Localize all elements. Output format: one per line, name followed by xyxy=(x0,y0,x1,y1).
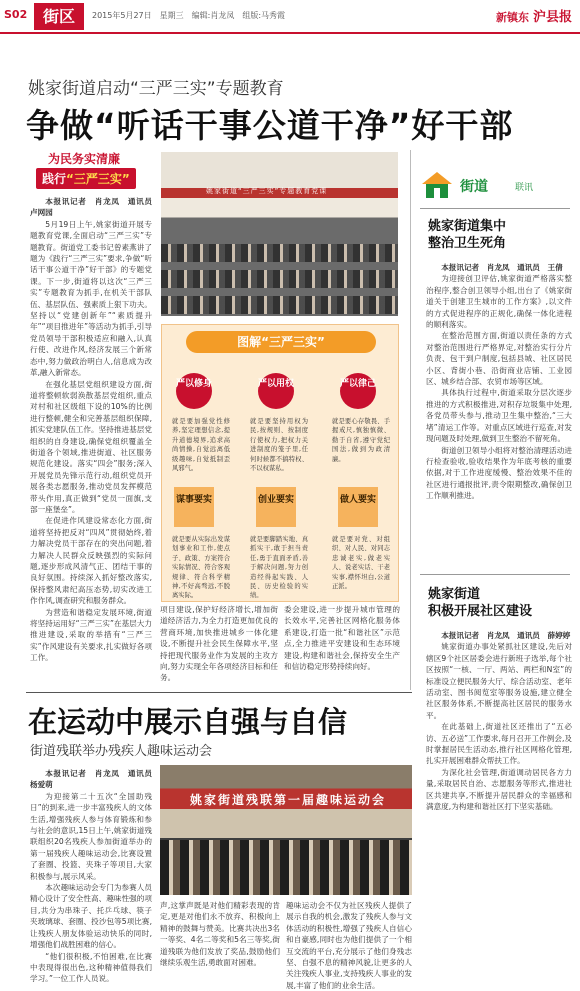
divider xyxy=(26,692,412,693)
lead-para-4: 为营造和谐稳定发展环境,街道将坚持运用好“三严三实”在基层大力推进建设,采取的举措有“三严三实”作风建设有关要求,扎实做好各项工作。 xyxy=(30,607,152,663)
infographic-title: 图解“三严三实” xyxy=(186,331,376,353)
right-story1-byline: 本报讯记者 肖龙凤 通讯员 王倩 xyxy=(441,263,563,272)
story2-photo xyxy=(160,765,412,895)
item-box: 创业要实 xyxy=(256,487,296,527)
infographic xyxy=(161,324,399,602)
story2-body-col2 xyxy=(160,900,280,978)
item-desc: 就是要脚踏实地、真抓实干,敢于担当责任,勇于直面矛盾,善于解决问题,努力创造经得起实践、人民、历史检验的实绩。 xyxy=(250,536,308,600)
banner-line-1: 为民务实清廉 xyxy=(48,152,121,166)
story2-para: 本次趣味运动会专门为参赛人员精心设计了安全性高、趣味性强的项目,共分为串珠子、托乒乓球、筷子夹玻璃球、套圈、投沙包等5项比赛,让残疾人朋友体验运动快乐的同时,增强他们战胜困难的信心。 xyxy=(30,883,152,950)
street-news-brand xyxy=(420,166,570,204)
right-story1-para: 为迎接创卫评估,姚家街道严格落实整治程序,整合创卫领导小组,出台了《姚家街道关于创建卫生城市的工作方案》,以文件的方式促进程序的正规化,确保一体化进程的顺利落实。 xyxy=(426,274,572,330)
lead-body-col1 xyxy=(30,196,160,696)
right-story2-para: 在此基础上,街道社区还推出了“五必访、五必送”工作要求,每月召开工作例会,及时掌握居民生活动态,推行社区网格化管理,扎实开展困难群众帮扶工作。 xyxy=(426,722,572,766)
item-desc: 就是要对党、对组织、对人民、对同志忠诚老实,做老实人、说老实话、干老实事,襟怀坦白,公道正派。 xyxy=(332,536,390,591)
story2-photo-banner: 姚家街道残联第一届趣味运动会 xyxy=(190,793,387,807)
lead-para-1: 5月19日上午,姚家街道开展专题教育党课,全面启动“三严三实”专题教育。街道党工委书记曾素燕讲了题为《践行“三严三实”要求,争做“听话干事公道干净”好干部》的专题党课。下一步,街道将以这次“三严三实”专题教育为抓手,在机关干部队伍、基层队伍、强素质上狠下功夫。坚持以“党建创新年”“素质提升年”“项目推进年”等活动为抓手,引导党员领导干部积极适应和融入,认真行使、改进作风,经济发展三个新常态中,努力做政治明白人,信息成为改革,融入新常态。 xyxy=(30,219,152,378)
divider xyxy=(420,208,570,209)
story2-para: “他们很积极,不怕困难,在比赛中表现得很出色,这种精神值得我们学习。”一位工作人员说。 xyxy=(30,951,152,984)
item-desc: 就是要心存敬畏、手握戒尺,慎独慎微、勤于自省,遵守党纪国法,做到为政清廉。 xyxy=(332,418,390,463)
right-story1-para: 街道创卫领导小组将对整治清理活动进行检查验收,验收结果作为年底考核的重要依据,对于工作进度缓慢、整治效果不佳的社区进行通报批评,责令限期整改,确保创卫工作顺利推进。 xyxy=(426,445,572,501)
brand-title: 街道 xyxy=(460,179,488,195)
right-story2-byline: 本报讯记者 肖龙凤 通讯员 薛婷婷 xyxy=(441,631,571,640)
page-header xyxy=(0,0,580,34)
lead-body-col3 xyxy=(284,604,400,686)
house-icon xyxy=(420,170,454,200)
right-story2-headline: 姚家街道 积极开展社区建设 xyxy=(428,587,533,619)
lead-photo-banner: 姚家街道“三严三实”专题教育党课 xyxy=(206,187,328,195)
story2-para: 趣味运动会不仅为社区残疾人提供了展示自我的机会,激发了残疾人参与文体活动的积极性,增强了残疾人自信心和自豪感,同时也为他们提供了一个相互交流的平台,充分展示了他们身残志坚、自强不息的精神风貌,让更多的人关注残疾人事业,支持残疾人事业的发展,丰富了他们的业余生活。 xyxy=(286,901,412,990)
lead-para-5: 项目建设,保护好经济增长,增加街道经济活力,为全力打造更加优良的营商环境,加快推进城乡一体化建设,不断提升社会民生保障水平,坚持把现代服务业作为发展的主攻方向,努力实现全年各项经济目标和任务。 xyxy=(160,605,278,683)
issue-meta: 2015年5月27日 星期三 编辑:肖龙凤 组版:马秀霞 xyxy=(92,11,286,20)
lead-para-2: 在强化基层党组织建设方面,街道将整顿软弱涣散基层党组织,重点对村和社区级组下设的10%的比例进行整顿,健全和完善基层组织保障,抓实党建队伍工作。坚持推进基层党组织的自身建设,确保党组织覆盖全街道各个领域,推进街道、社区服务规范化建设。落实“四会”服务;深入开展党员先锋示范行动,组织党员开展各类志愿服务,推动党员发挥模范带头作用,真正做到“党员一面旗,支部一座堡垒”。 xyxy=(30,379,152,514)
brand-subtitle: 联讯 xyxy=(515,183,534,193)
lead-banner xyxy=(36,150,148,190)
story2-byline: 本报讯记者 肖龙凤 通讯员 杨爱萌 xyxy=(30,769,160,790)
right-story2-para: 姚家街道办事处紧抓社区建设,先后对辖区9个社区居委会进行新班子选举,每个社区按照“一核、一厅、两站、两栏和N室”的标准设立便民服务大厅、综合活动室、老年活动室、图书阅览室等服务设施,建立健全社区服务体系,不断提高社区居民的服务水平。 xyxy=(426,642,572,720)
right-story2-body xyxy=(426,630,572,975)
audience-row xyxy=(161,296,398,314)
lead-para-3: 在促进作风建设常态化方面,街道将坚持把反对“四风”贯彻始终,着力解决党员干部存在的突出问题,着力解决人民群众反映强烈的实际问题,逐步形成风清气正、团结干事的良好氛围。持续深入抓好整改落实,保持整风肃纪高压态势,切实改进工作作风,调查研究和服务群众。 xyxy=(30,516,152,606)
audience-row xyxy=(161,244,398,262)
story2-subhead: 街道残联举办残疾人趣味运动会 xyxy=(30,744,213,759)
lead-kicker: 姚家街道启动“三严三实”专题教育 xyxy=(28,79,284,99)
lead-photo xyxy=(161,152,398,316)
story2-para: 声,这掌声既是对他们精彩表现的肯定,更是对他们永不放弃、积极向上精神的鼓舞与赞美。比赛共决出3名一等奖、4名二等奖和5名三等奖,街道残联为他们发放了奖品,鼓励他们继续乐观生活,勇敢面对困难。 xyxy=(160,901,280,968)
item-circle: 严以修身 xyxy=(176,373,212,409)
lead-byline: 本报讯记者 肖龙凤 通讯员 卢网园 xyxy=(30,197,160,218)
audience-row xyxy=(161,270,398,288)
story2-headline: 在运动中展示自强与自信 xyxy=(28,705,348,739)
right-story1-body xyxy=(426,262,572,562)
story2-body-col3 xyxy=(286,900,412,990)
item-circle: 严以律己 xyxy=(340,373,376,409)
right-story2-para: 为深化社会管理,街道调动居民各方力量,采取居民自治、志愿服务等形式,推进社区共建共享,不断提升居民群众的幸福感和满意度,为构建和谐社区打下坚实基础。 xyxy=(426,767,572,812)
item-desc: 就是要从实际出发谋划事业和工作,使点子、政策、方案符合实际情况、符合客观规律、符合科学精神,不好高骛远,不脱离实际。 xyxy=(172,536,230,600)
crowd xyxy=(160,840,412,895)
right-story1-para: 在整治范围方面,街道以责任条的方式对整治范围进行严格界定,对整治实行分片负责、包干到户制度,包括县城、社区居民小区、背街小巷、沿街商业店铺、工业园区、城乡结合部、农贸市场等区域。 xyxy=(426,331,572,387)
banner-line-2: 践行“三严三实” xyxy=(36,168,136,189)
section-label: 街区 xyxy=(34,3,84,30)
item-box: 做人要实 xyxy=(338,487,378,527)
story2-para: 为迎接第二十五次“全国助残日”的到来,进一步丰富残疾人的文体生活,增强残疾人参与体育锻炼和参与社会的意识,15日上午,姚家街道残联组织20名残疾人参加街道举办的第一届残疾人趣味运动会,比赛设置了套圈、投篮、夹珠子等项目,大家积极参与,展示风采。 xyxy=(30,791,152,881)
item-desc: 就是要坚持用权为民,按规则、按制度行使权力,把权力关进制度的笼子里,任何时候都不搞特权、不以权谋私。 xyxy=(250,418,308,473)
right-story1-headline: 姚家街道集中 整治卫生死角 xyxy=(428,219,507,251)
item-circle: 严以用权 xyxy=(258,373,294,409)
lead-para-6: 委会建设,进一步提升城市管理的长效水平,完善社区网格化服务体系建设,打造一批“和谐社区”示范点,全力推进平安建设和生态环境建设,构建和谐社会,保持安全生产和信访稳定形势持续向好。 xyxy=(284,605,400,672)
item-box: 谋事要实 xyxy=(174,487,214,527)
column-divider xyxy=(410,150,411,690)
lead-headline: 争做“听话干事公道干净”好干部 xyxy=(26,106,514,145)
divider xyxy=(420,574,570,575)
right-story1-para: 具体执行过程中,街道采取分层次逐步推进的方式积极推进,对积存垃圾集中处理,各党员带头参与,推动卫生集中整治,“三大堵”清运工作等。对重点区域进行巡查,对发现问题及时处理,做到卫生整治不留死角。 xyxy=(426,388,572,444)
page-number: S02 xyxy=(4,8,28,21)
lead-body-col2 xyxy=(160,604,278,686)
story2-body-col1 xyxy=(30,768,160,984)
masthead-logo: 新镇东 沪县报 xyxy=(495,10,572,25)
item-desc: 就是要加强党性修养,坚定理想信念,提升道德境界,追求高尚情操,自觉远离低级趣味,自觉抵制歪风邪气。 xyxy=(172,418,230,473)
